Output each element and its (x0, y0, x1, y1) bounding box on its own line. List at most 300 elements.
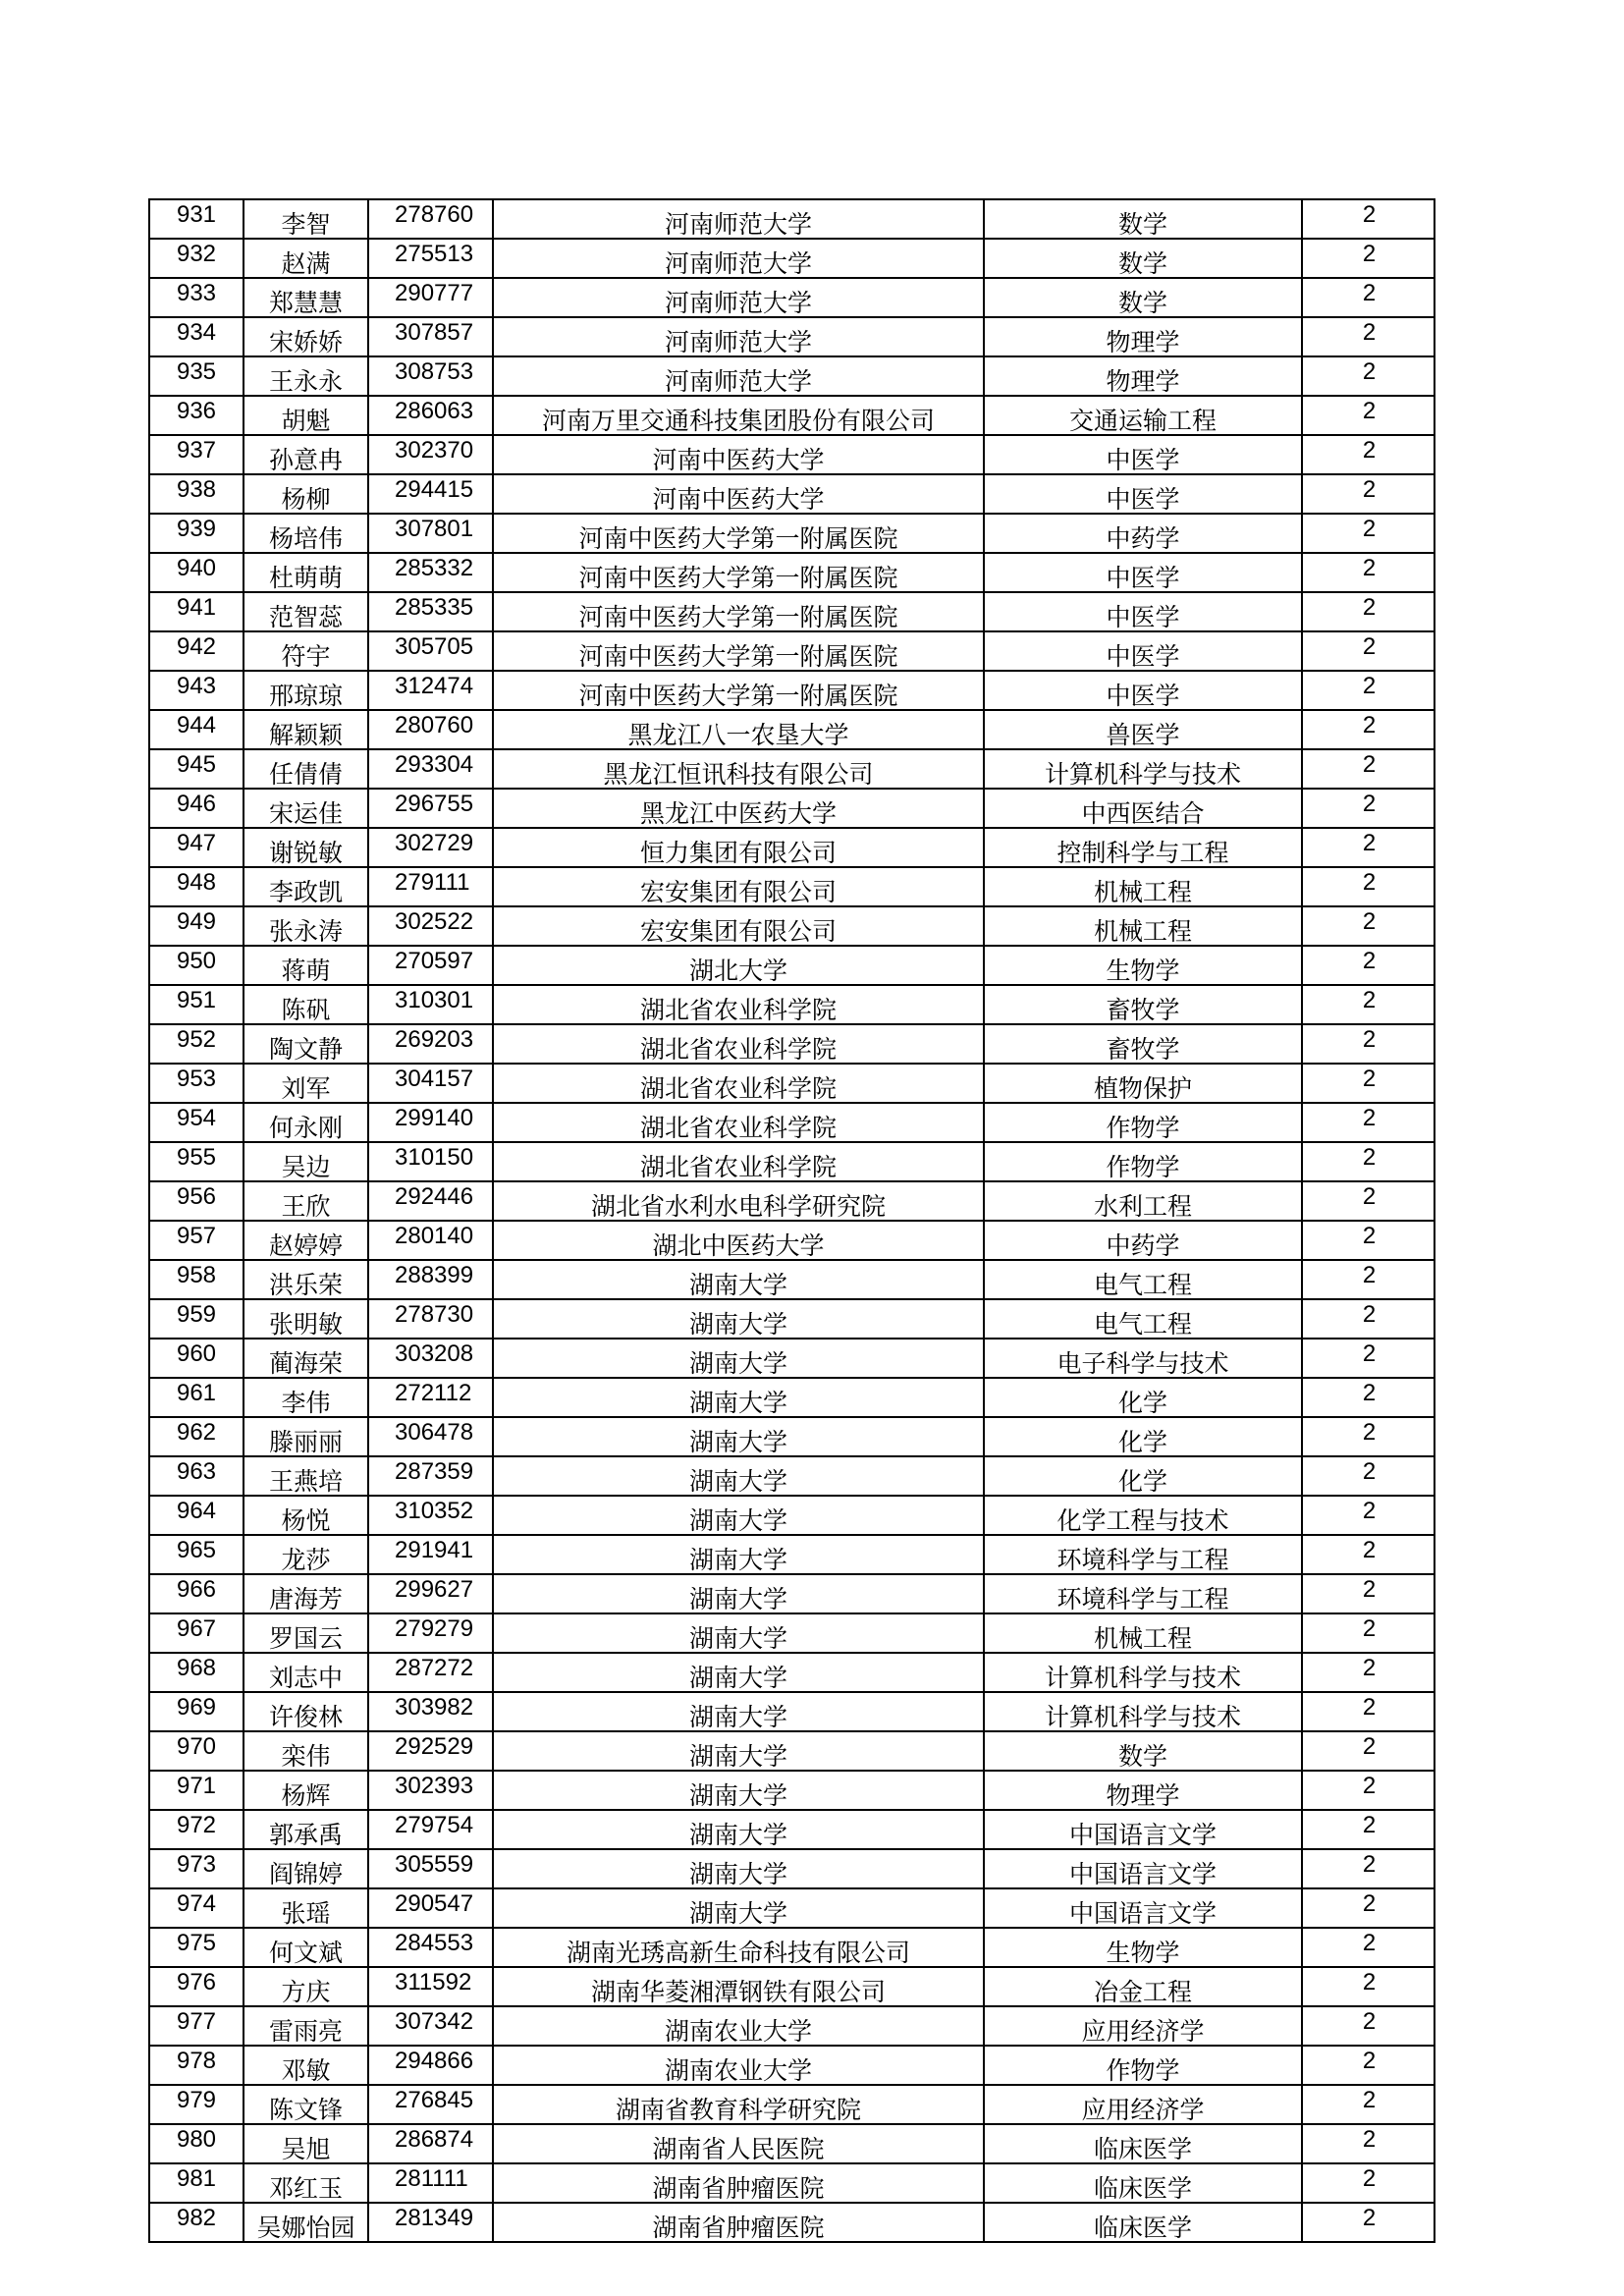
row-number-cell: 979 (149, 2085, 244, 2124)
discipline-cell: 中医学 (984, 553, 1302, 592)
person-name-cell: 符宇 (244, 631, 368, 671)
level-cell: 2 (1302, 553, 1435, 592)
person-id-cell: 275513 (368, 239, 493, 278)
row-number-cell: 939 (149, 514, 244, 553)
discipline-cell: 物理学 (984, 1771, 1302, 1810)
unit-name-cell: 河南师范大学 (493, 356, 984, 396)
discipline-cell: 计算机科学与技术 (984, 1653, 1302, 1692)
person-id-cell: 279111 (368, 867, 493, 906)
row-number-cell: 967 (149, 1613, 244, 1653)
person-id-cell: 278760 (368, 199, 493, 239)
discipline-cell: 机械工程 (984, 906, 1302, 946)
table-row (149, 1849, 1435, 1888)
row-number-cell: 957 (149, 1221, 244, 1260)
discipline-cell: 中国语言文学 (984, 1810, 1302, 1849)
row-number-cell: 956 (149, 1181, 244, 1221)
level-cell: 2 (1302, 1613, 1435, 1653)
person-name-cell: 陶文静 (244, 1024, 368, 1064)
person-name-cell: 刘志中 (244, 1653, 368, 1692)
person-id-cell: 299627 (368, 1574, 493, 1613)
person-id-cell: 310150 (368, 1142, 493, 1181)
discipline-cell: 中医学 (984, 671, 1302, 710)
row-number-cell: 935 (149, 356, 244, 396)
person-name-cell: 罗国云 (244, 1613, 368, 1653)
row-number-cell: 974 (149, 1888, 244, 1928)
person-id-cell: 291941 (368, 1535, 493, 1574)
discipline-cell: 作物学 (984, 1103, 1302, 1142)
row-number-cell: 938 (149, 474, 244, 514)
discipline-cell: 数学 (984, 239, 1302, 278)
discipline-cell: 化学工程与技术 (984, 1496, 1302, 1535)
row-number-cell: 963 (149, 1456, 244, 1496)
person-id-cell: 303982 (368, 1692, 493, 1731)
unit-name-cell: 恒力集团有限公司 (493, 828, 984, 867)
discipline-cell: 电气工程 (984, 1299, 1302, 1339)
row-number-cell: 977 (149, 2006, 244, 2046)
person-name-cell: 任倩倩 (244, 749, 368, 789)
row-number-cell: 931 (149, 199, 244, 239)
table-row (149, 317, 1435, 356)
unit-name-cell: 湖北省农业科学院 (493, 985, 984, 1024)
level-cell: 2 (1302, 1064, 1435, 1103)
row-number-cell: 973 (149, 1849, 244, 1888)
level-cell: 2 (1302, 789, 1435, 828)
person-id-cell: 292446 (368, 1181, 493, 1221)
unit-name-cell: 湖南大学 (493, 1613, 984, 1653)
discipline-cell: 中医学 (984, 435, 1302, 474)
table-row (149, 1574, 1435, 1613)
row-number-cell: 958 (149, 1260, 244, 1299)
level-cell: 2 (1302, 356, 1435, 396)
row-number-cell: 934 (149, 317, 244, 356)
discipline-cell: 中药学 (984, 514, 1302, 553)
discipline-cell: 化学 (984, 1456, 1302, 1496)
person-id-cell: 281349 (368, 2203, 493, 2242)
level-cell: 2 (1302, 1771, 1435, 1810)
table-row (149, 278, 1435, 317)
person-name-cell: 吴旭 (244, 2124, 368, 2163)
level-cell: 2 (1302, 1378, 1435, 1417)
unit-name-cell: 湖南省肿瘤医院 (493, 2163, 984, 2203)
row-number-cell: 982 (149, 2203, 244, 2242)
person-name-cell: 范智蕊 (244, 592, 368, 631)
level-cell: 2 (1302, 1810, 1435, 1849)
person-id-cell: 308753 (368, 356, 493, 396)
table-row (149, 1221, 1435, 1260)
unit-name-cell: 黑龙江八一农垦大学 (493, 710, 984, 749)
table-row (149, 1456, 1435, 1496)
row-number-cell: 968 (149, 1653, 244, 1692)
discipline-cell: 生物学 (984, 946, 1302, 985)
person-id-cell: 279279 (368, 1613, 493, 1653)
unit-name-cell: 湖南大学 (493, 1692, 984, 1731)
person-name-cell: 张瑶 (244, 1888, 368, 1928)
unit-name-cell: 河南中医药大学第一附属医院 (493, 592, 984, 631)
table-row (149, 1142, 1435, 1181)
discipline-cell: 计算机科学与技术 (984, 749, 1302, 789)
person-name-cell: 郭承禹 (244, 1810, 368, 1849)
row-number-cell: 946 (149, 789, 244, 828)
person-id-cell: 286874 (368, 2124, 493, 2163)
discipline-cell: 数学 (984, 278, 1302, 317)
level-cell: 2 (1302, 2046, 1435, 2085)
row-number-cell: 965 (149, 1535, 244, 1574)
person-name-cell: 李政凯 (244, 867, 368, 906)
row-number-cell: 961 (149, 1378, 244, 1417)
level-cell: 2 (1302, 867, 1435, 906)
person-name-cell: 赵婷婷 (244, 1221, 368, 1260)
discipline-cell: 数学 (984, 199, 1302, 239)
person-id-cell: 302393 (368, 1771, 493, 1810)
level-cell: 2 (1302, 2085, 1435, 2124)
table-row (149, 1339, 1435, 1378)
unit-name-cell: 湖南大学 (493, 1417, 984, 1456)
discipline-cell: 计算机科学与技术 (984, 1692, 1302, 1731)
person-id-cell: 302522 (368, 906, 493, 946)
person-id-cell: 290777 (368, 278, 493, 317)
row-number-cell: 932 (149, 239, 244, 278)
row-number-cell: 964 (149, 1496, 244, 1535)
table-row (149, 2203, 1435, 2242)
table-row (149, 356, 1435, 396)
person-name-cell: 栾伟 (244, 1731, 368, 1771)
row-number-cell: 954 (149, 1103, 244, 1142)
level-cell: 2 (1302, 1574, 1435, 1613)
discipline-cell: 临床医学 (984, 2163, 1302, 2203)
person-id-cell: 307801 (368, 514, 493, 553)
person-id-cell: 312474 (368, 671, 493, 710)
row-number-cell: 960 (149, 1339, 244, 1378)
person-name-cell: 方庆 (244, 1967, 368, 2006)
discipline-cell: 生物学 (984, 1928, 1302, 1967)
person-name-cell: 陈矾 (244, 985, 368, 1024)
level-cell: 2 (1302, 1731, 1435, 1771)
table-row (149, 631, 1435, 671)
table-row (149, 1260, 1435, 1299)
discipline-cell: 冶金工程 (984, 1967, 1302, 2006)
table-row (149, 1888, 1435, 1928)
person-id-cell: 288399 (368, 1260, 493, 1299)
discipline-cell: 中药学 (984, 1221, 1302, 1260)
discipline-cell: 中医学 (984, 474, 1302, 514)
table-row (149, 474, 1435, 514)
unit-name-cell: 河南师范大学 (493, 317, 984, 356)
roster-table-body (149, 199, 1435, 2242)
discipline-cell: 化学 (984, 1378, 1302, 1417)
unit-name-cell: 湖南省肿瘤医院 (493, 2203, 984, 2242)
person-id-cell: 285332 (368, 553, 493, 592)
unit-name-cell: 湖南大学 (493, 1810, 984, 1849)
level-cell: 2 (1302, 985, 1435, 1024)
discipline-cell: 机械工程 (984, 1613, 1302, 1653)
table-row (149, 1810, 1435, 1849)
person-name-cell: 唐海芳 (244, 1574, 368, 1613)
person-id-cell: 306478 (368, 1417, 493, 1456)
table-row (149, 514, 1435, 553)
table-row (149, 1299, 1435, 1339)
person-name-cell: 吴边 (244, 1142, 368, 1181)
unit-name-cell: 河南师范大学 (493, 239, 984, 278)
unit-name-cell: 湖南大学 (493, 1731, 984, 1771)
unit-name-cell: 湖南大学 (493, 1339, 984, 1378)
level-cell: 2 (1302, 1260, 1435, 1299)
person-id-cell: 310301 (368, 985, 493, 1024)
unit-name-cell: 河南师范大学 (493, 278, 984, 317)
table-row (149, 1535, 1435, 1574)
person-name-cell: 孙意冉 (244, 435, 368, 474)
table-row (149, 946, 1435, 985)
unit-name-cell: 湖南大学 (493, 1260, 984, 1299)
discipline-cell: 畜牧学 (984, 985, 1302, 1024)
table-row (149, 867, 1435, 906)
person-name-cell: 阎锦婷 (244, 1849, 368, 1888)
person-id-cell: 281111 (368, 2163, 493, 2203)
row-number-cell: 981 (149, 2163, 244, 2203)
person-name-cell: 李伟 (244, 1378, 368, 1417)
unit-name-cell: 河南中医药大学第一附属医院 (493, 553, 984, 592)
person-name-cell: 李智 (244, 199, 368, 239)
row-number-cell: 936 (149, 396, 244, 435)
row-number-cell: 944 (149, 710, 244, 749)
row-number-cell: 952 (149, 1024, 244, 1064)
person-name-cell: 张明敏 (244, 1299, 368, 1339)
person-name-cell: 宋娇娇 (244, 317, 368, 356)
table-row (149, 239, 1435, 278)
level-cell: 2 (1302, 2163, 1435, 2203)
row-number-cell: 978 (149, 2046, 244, 2085)
table-row (149, 1417, 1435, 1456)
unit-name-cell: 河南中医药大学第一附属医院 (493, 514, 984, 553)
row-number-cell: 953 (149, 1064, 244, 1103)
discipline-cell: 应用经济学 (984, 2006, 1302, 2046)
person-id-cell: 307342 (368, 2006, 493, 2046)
person-name-cell: 郑慧慧 (244, 278, 368, 317)
discipline-cell: 植物保护 (984, 1064, 1302, 1103)
person-name-cell: 宋运佳 (244, 789, 368, 828)
level-cell: 2 (1302, 710, 1435, 749)
discipline-cell: 化学 (984, 1417, 1302, 1456)
person-id-cell: 285335 (368, 592, 493, 631)
person-name-cell: 蔺海荣 (244, 1339, 368, 1378)
person-id-cell: 287359 (368, 1456, 493, 1496)
row-number-cell: 949 (149, 906, 244, 946)
discipline-cell: 控制科学与工程 (984, 828, 1302, 867)
unit-name-cell: 湖南大学 (493, 1496, 984, 1535)
table-row (149, 1613, 1435, 1653)
unit-name-cell: 河南万里交通科技集团股份有限公司 (493, 396, 984, 435)
discipline-cell: 水利工程 (984, 1181, 1302, 1221)
unit-name-cell: 河南中医药大学第一附属医院 (493, 631, 984, 671)
person-id-cell: 305705 (368, 631, 493, 671)
level-cell: 2 (1302, 396, 1435, 435)
table-row (149, 1024, 1435, 1064)
person-name-cell: 雷雨亮 (244, 2006, 368, 2046)
discipline-cell: 交通运输工程 (984, 396, 1302, 435)
table-row (149, 828, 1435, 867)
unit-name-cell: 湖南大学 (493, 1771, 984, 1810)
person-id-cell: 302370 (368, 435, 493, 474)
unit-name-cell: 湖南光琇高新生命科技有限公司 (493, 1928, 984, 1967)
person-name-cell: 何文斌 (244, 1928, 368, 1967)
person-name-cell: 王燕培 (244, 1456, 368, 1496)
person-id-cell: 310352 (368, 1496, 493, 1535)
unit-name-cell: 湖南大学 (493, 1653, 984, 1692)
row-number-cell: 975 (149, 1928, 244, 1967)
level-cell: 2 (1302, 1535, 1435, 1574)
level-cell: 2 (1302, 435, 1435, 474)
person-id-cell: 270597 (368, 946, 493, 985)
person-id-cell: 279754 (368, 1810, 493, 1849)
level-cell: 2 (1302, 2203, 1435, 2242)
unit-name-cell: 湖南华菱湘潭钢铁有限公司 (493, 1967, 984, 2006)
table-row (149, 1064, 1435, 1103)
level-cell: 2 (1302, 1299, 1435, 1339)
person-id-cell: 280140 (368, 1221, 493, 1260)
unit-name-cell: 河南师范大学 (493, 199, 984, 239)
discipline-cell: 环境科学与工程 (984, 1535, 1302, 1574)
row-number-cell: 970 (149, 1731, 244, 1771)
person-id-cell: 293304 (368, 749, 493, 789)
level-cell: 2 (1302, 514, 1435, 553)
row-number-cell: 951 (149, 985, 244, 1024)
level-cell: 2 (1302, 906, 1435, 946)
unit-name-cell: 湖南农业大学 (493, 2046, 984, 2085)
unit-name-cell: 湖北省农业科学院 (493, 1103, 984, 1142)
level-cell: 2 (1302, 2124, 1435, 2163)
unit-name-cell: 湖南省教育科学研究院 (493, 2085, 984, 2124)
discipline-cell: 临床医学 (984, 2203, 1302, 2242)
person-name-cell: 龙莎 (244, 1535, 368, 1574)
discipline-cell: 畜牧学 (984, 1024, 1302, 1064)
level-cell: 2 (1302, 1849, 1435, 1888)
level-cell: 2 (1302, 239, 1435, 278)
person-id-cell: 280760 (368, 710, 493, 749)
discipline-cell: 作物学 (984, 1142, 1302, 1181)
table-row (149, 1653, 1435, 1692)
person-name-cell: 何永刚 (244, 1103, 368, 1142)
level-cell: 2 (1302, 828, 1435, 867)
level-cell: 2 (1302, 1181, 1435, 1221)
level-cell: 2 (1302, 1496, 1435, 1535)
row-number-cell: 980 (149, 2124, 244, 2163)
person-name-cell: 解颖颖 (244, 710, 368, 749)
discipline-cell: 中医学 (984, 631, 1302, 671)
table-row (149, 199, 1435, 239)
row-number-cell: 969 (149, 1692, 244, 1731)
discipline-cell: 物理学 (984, 356, 1302, 396)
row-number-cell: 933 (149, 278, 244, 317)
table-row (149, 1771, 1435, 1810)
level-cell: 2 (1302, 1417, 1435, 1456)
unit-name-cell: 湖南大学 (493, 1299, 984, 1339)
level-cell: 2 (1302, 2006, 1435, 2046)
table-row (149, 553, 1435, 592)
table-row (149, 2006, 1435, 2046)
person-id-cell: 269203 (368, 1024, 493, 1064)
unit-name-cell: 湖南大学 (493, 1456, 984, 1496)
row-number-cell: 947 (149, 828, 244, 867)
unit-name-cell: 黑龙江恒讯科技有限公司 (493, 749, 984, 789)
person-name-cell: 王欣 (244, 1181, 368, 1221)
person-name-cell: 刘军 (244, 1064, 368, 1103)
row-number-cell: 972 (149, 1810, 244, 1849)
person-name-cell: 杜萌萌 (244, 553, 368, 592)
person-id-cell: 278730 (368, 1299, 493, 1339)
person-name-cell: 吴娜怡园 (244, 2203, 368, 2242)
discipline-cell: 电气工程 (984, 1260, 1302, 1299)
discipline-cell: 作物学 (984, 2046, 1302, 2085)
unit-name-cell: 湖北省农业科学院 (493, 1064, 984, 1103)
person-name-cell: 杨悦 (244, 1496, 368, 1535)
unit-name-cell: 河南中医药大学第一附属医院 (493, 671, 984, 710)
unit-name-cell: 湖南农业大学 (493, 2006, 984, 2046)
level-cell: 2 (1302, 1653, 1435, 1692)
level-cell: 2 (1302, 474, 1435, 514)
table-row (149, 1378, 1435, 1417)
level-cell: 2 (1302, 317, 1435, 356)
person-name-cell: 滕丽丽 (244, 1417, 368, 1456)
person-id-cell: 284553 (368, 1928, 493, 1967)
person-name-cell: 胡魁 (244, 396, 368, 435)
table-row (149, 1731, 1435, 1771)
table-row (149, 789, 1435, 828)
row-number-cell: 955 (149, 1142, 244, 1181)
level-cell: 2 (1302, 946, 1435, 985)
row-number-cell: 959 (149, 1299, 244, 1339)
person-id-cell: 299140 (368, 1103, 493, 1142)
row-number-cell: 940 (149, 553, 244, 592)
level-cell: 2 (1302, 1339, 1435, 1378)
unit-name-cell: 湖南大学 (493, 1888, 984, 1928)
person-id-cell: 303208 (368, 1339, 493, 1378)
person-id-cell: 287272 (368, 1653, 493, 1692)
level-cell: 2 (1302, 1103, 1435, 1142)
level-cell: 2 (1302, 749, 1435, 789)
unit-name-cell: 湖南大学 (493, 1535, 984, 1574)
unit-name-cell: 湖南大学 (493, 1849, 984, 1888)
table-row (149, 671, 1435, 710)
discipline-cell: 应用经济学 (984, 2085, 1302, 2124)
row-number-cell: 948 (149, 867, 244, 906)
row-number-cell: 971 (149, 1771, 244, 1810)
person-id-cell: 311592 (368, 1967, 493, 2006)
level-cell: 2 (1302, 1928, 1435, 1967)
person-id-cell: 272112 (368, 1378, 493, 1417)
row-number-cell: 962 (149, 1417, 244, 1456)
person-id-cell: 305559 (368, 1849, 493, 1888)
level-cell: 2 (1302, 592, 1435, 631)
row-number-cell: 950 (149, 946, 244, 985)
row-number-cell: 943 (149, 671, 244, 710)
table-row (149, 1496, 1435, 1535)
person-id-cell: 292529 (368, 1731, 493, 1771)
table-row (149, 710, 1435, 749)
person-name-cell: 谢锐敏 (244, 828, 368, 867)
unit-name-cell: 湖北中医药大学 (493, 1221, 984, 1260)
person-id-cell: 302729 (368, 828, 493, 867)
roster-table (148, 198, 1435, 2243)
person-id-cell: 276845 (368, 2085, 493, 2124)
person-name-cell: 洪乐荣 (244, 1260, 368, 1299)
level-cell: 2 (1302, 631, 1435, 671)
table-row (149, 2124, 1435, 2163)
row-number-cell: 937 (149, 435, 244, 474)
table-row (149, 1692, 1435, 1731)
discipline-cell: 电子科学与技术 (984, 1339, 1302, 1378)
table-row (149, 2163, 1435, 2203)
unit-name-cell: 湖南大学 (493, 1378, 984, 1417)
discipline-cell: 中医学 (984, 592, 1302, 631)
